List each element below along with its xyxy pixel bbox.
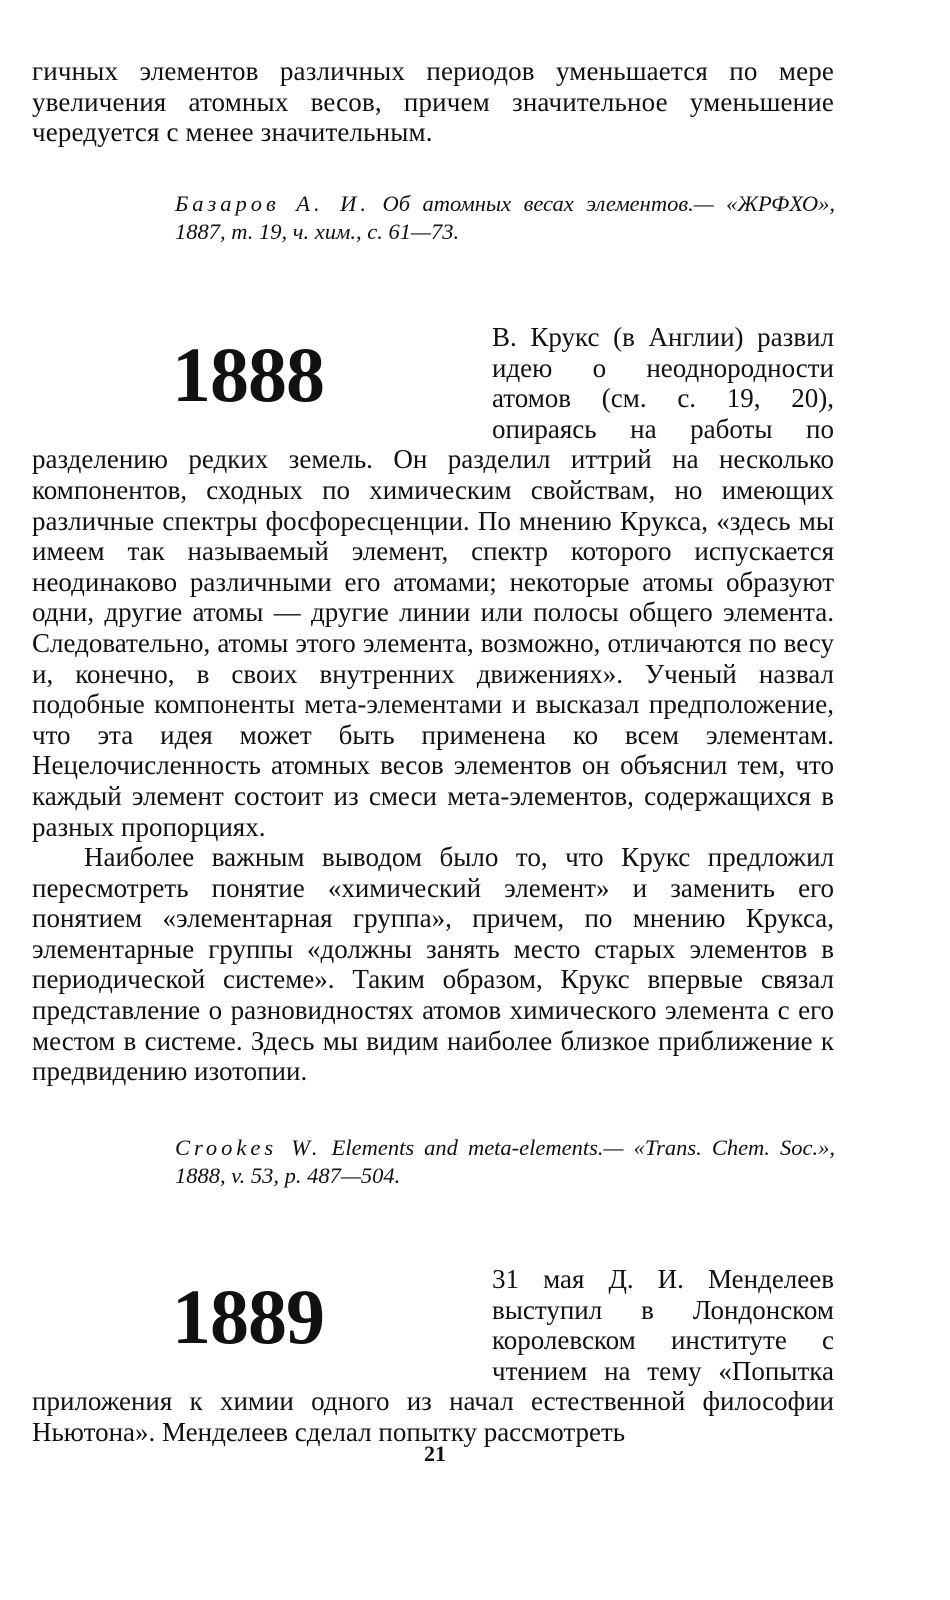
year-heading: 1888 xyxy=(172,331,324,418)
reference-bazarov xyxy=(175,190,835,246)
reference-author: Базаров А. И. xyxy=(175,191,370,216)
reference-details: Elements and meta-elements.— «Trans. Chem. Soc.», 1888, v. 53, p. 487—504. xyxy=(175,1135,835,1188)
entry-paragraph: 31 мая Д. И. Менделеев выступил в Лондонском королевском институте с чтением на тему «Попытка приложения к химии одного из начал естественной философии Ньютона». Менделеев сделал попытку рассмотреть xyxy=(32,1264,834,1447)
entry-paragraph: В. Крукс (в Англии) развил идею о неоднородности атомов (см. с. 19, 20), опираясь на работы по разделению редких земель. Он разделил иттрий на несколько компонентов, сходных по химическим свойствам, но имеющих различные спектры фосфоресценции. По мнению Крукса, «здесь мы имеем так называемый элемент, спектр которого испускается неодинаково различными его атомами; некоторые атомы образуют одни, другие атомы — другие линии или полосы общего элемента. Следовательно, атомы этого элемента, возможно, отличаются по весу и, конечно, в своих внутренних движениях». Ученый назвал подобные компоненты мета-элементами и высказал предположение, что эта идея может быть применена ко всем элементам. Нецелочисленность атомных весов элементов он объяснил тем, что каждый элемент состоит из смеси мета-элементов, содержащихся в разных пропорциях. xyxy=(32,322,834,842)
reference-crookes xyxy=(175,1134,835,1190)
entry-1888 xyxy=(32,322,834,1087)
entry-1889 xyxy=(32,1264,834,1448)
reference-details: Об атомных весах элементов.— «ЖРФХО», 1887, т. 19, ч. хим., с. 61—73. xyxy=(175,191,836,244)
entry-paragraph: Наиболее важным выводом было то, что Крукс предложил пересмотреть понятие «химический элемент» и заменить его понятием «элементарная группа», причем, по мнению Крукса, элементарные группы «должны занять место старых элементов в периодической системе». Таким образом, Крукс впервые связал представление о разновидностях атомов химического элемента с его местом в системе. Здесь мы видим наиболее близкое приближение к предвидению изотопии. xyxy=(32,842,834,1087)
year-heading: 1889 xyxy=(172,1273,324,1360)
page-number: 21 xyxy=(424,1441,446,1466)
intro-paragraph: гичных элементов различных периодов уменьшается по мере увеличения атомных весов, причем значительное уменьшение чередуется с менее значительным. xyxy=(32,56,834,148)
reference-author: Crookes W. xyxy=(175,1135,322,1160)
